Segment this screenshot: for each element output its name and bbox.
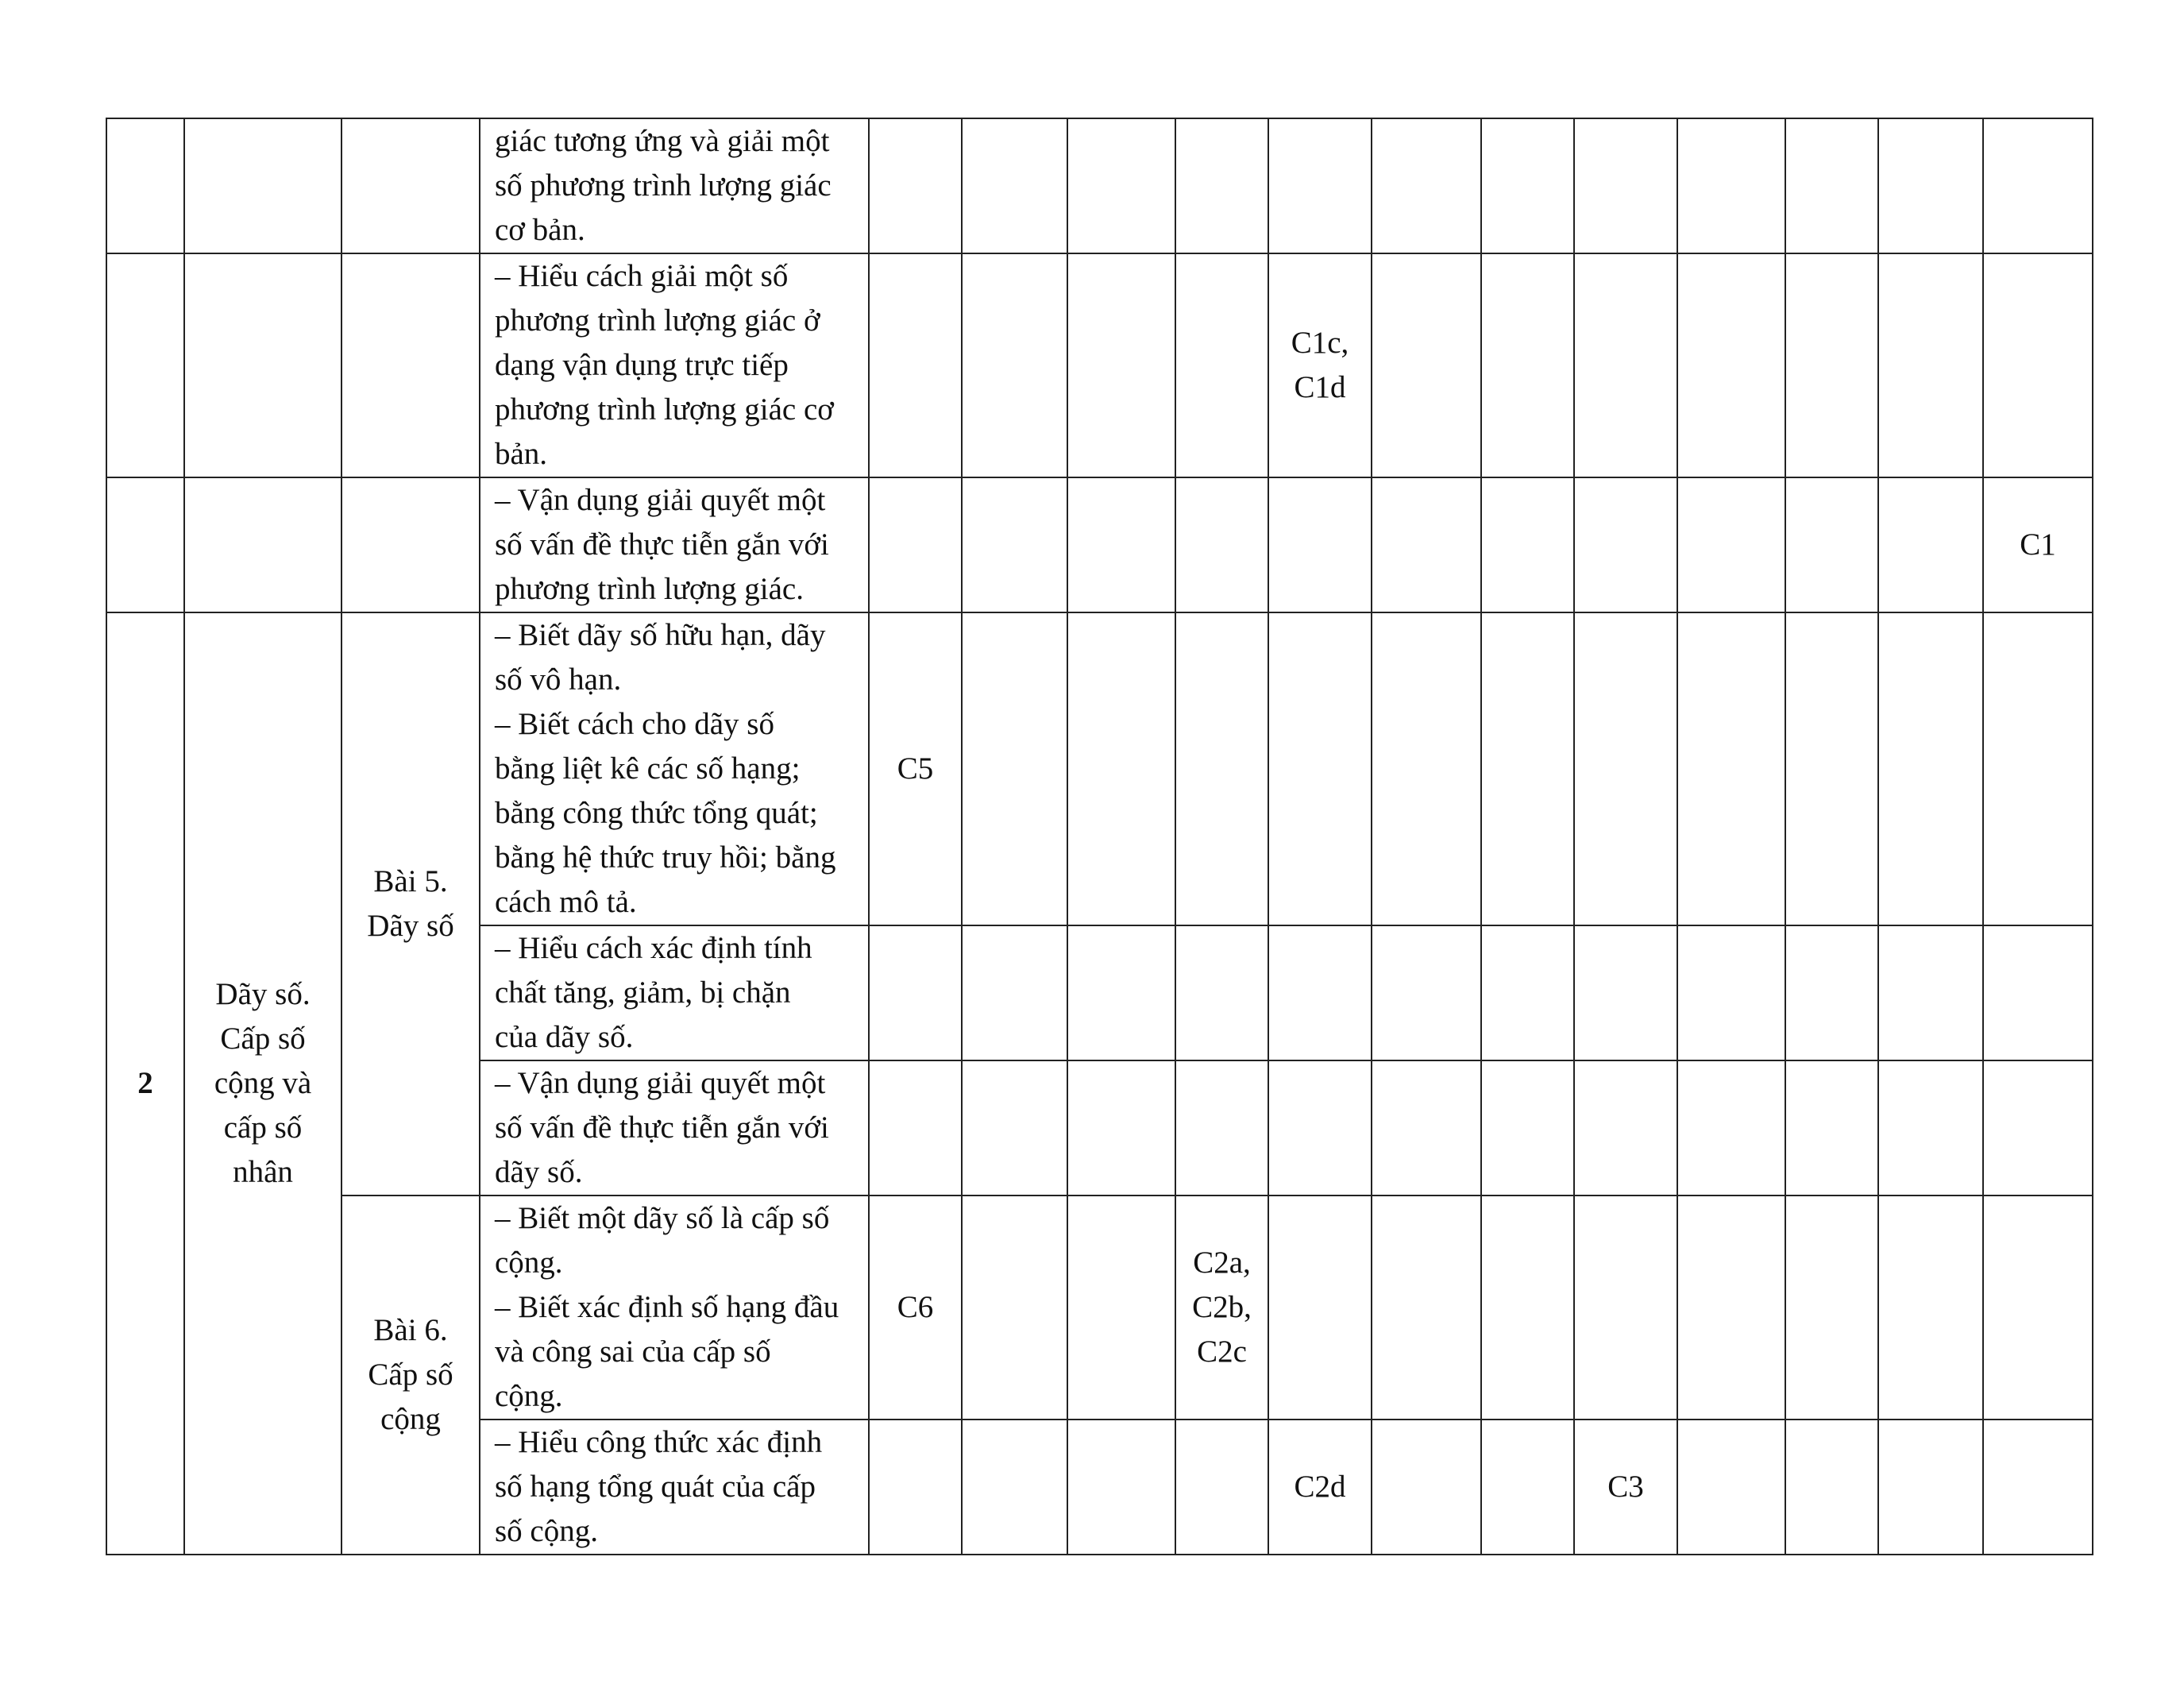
requirement-line: chất tăng, giảm, bị chặn — [495, 975, 791, 1010]
cell-line: Dãy số — [367, 909, 454, 943]
mark-cell — [1268, 477, 1372, 612]
mark-cell — [1268, 612, 1372, 925]
mark-cell — [1785, 1060, 1878, 1196]
question-label: C3 — [1607, 1470, 1644, 1504]
requirement-line: phương trình lượng giác ở — [495, 303, 820, 338]
question-label: C2d — [1294, 1470, 1346, 1504]
table-row — [106, 477, 2093, 612]
requirement-line: – Biết một dãy số là cấp số — [495, 1201, 830, 1235]
mark-cell — [1372, 1196, 1481, 1420]
mark-cell — [1878, 118, 1983, 253]
mark-cell — [1878, 925, 1983, 1060]
lesson-cell — [341, 1196, 480, 1555]
mark-cell — [869, 1060, 962, 1196]
requirement-line: bằng công thức tổng quát; — [495, 796, 818, 830]
table-row — [106, 1196, 2093, 1420]
mark-cell — [1677, 253, 1785, 477]
mark-cell — [1677, 1060, 1785, 1196]
mark-cell — [1372, 253, 1481, 477]
mark-cell — [1372, 1420, 1481, 1555]
requirement-line: – Hiểu cách giải một số — [495, 259, 789, 293]
question-label: C1 — [2020, 527, 2056, 562]
mark-cell — [1574, 1060, 1677, 1196]
requirement-line: – Biết cách cho dãy số — [495, 707, 774, 741]
cell-line: Cấp số — [368, 1358, 453, 1392]
topic-cell — [184, 253, 341, 477]
requirement-cell — [480, 925, 869, 1060]
mark-cell — [1175, 1420, 1268, 1555]
mark-cell — [1983, 253, 2093, 477]
cell-line: nhân — [233, 1155, 293, 1189]
mark-cell — [1785, 477, 1878, 612]
topic-number-cell — [106, 118, 184, 253]
lesson-cell — [341, 253, 480, 477]
cell-line: Bài 5. — [373, 864, 448, 898]
requirement-line: cách mô tả. — [495, 885, 637, 919]
mark-cell — [869, 477, 962, 612]
requirement-line: và công sai của cấp số — [495, 1335, 771, 1369]
lesson-cell — [341, 477, 480, 612]
mark-cell — [1878, 1196, 1983, 1420]
requirement-line: số vấn đề thực tiễn gắn với — [495, 527, 829, 562]
mark-cell — [1372, 1060, 1481, 1196]
mark-cell — [1175, 253, 1268, 477]
mark-cell — [1983, 1060, 2093, 1196]
assessment-matrix-table — [106, 118, 2093, 1555]
topic-cell — [184, 118, 341, 253]
mark-cell — [1878, 253, 1983, 477]
requirement-line: cộng. — [495, 1246, 563, 1280]
requirement-cell — [480, 253, 869, 477]
requirement-cell — [480, 612, 869, 925]
mark-cell — [1372, 612, 1481, 925]
mark-cell — [962, 1196, 1067, 1420]
mark-cell — [962, 1060, 1067, 1196]
mark-cell — [869, 1420, 962, 1555]
mark-cell — [1574, 118, 1677, 253]
mark-cell — [1175, 118, 1268, 253]
lesson-cell — [341, 612, 480, 1196]
mark-cell — [962, 612, 1067, 925]
mark-cell — [1268, 118, 1372, 253]
mark-cell — [1878, 1420, 1983, 1555]
mark-cell — [1677, 1196, 1785, 1420]
requirement-cell — [480, 1196, 869, 1420]
requirement-line: số vấn đề thực tiễn gắn với — [495, 1111, 829, 1145]
mark-cell — [1574, 477, 1677, 612]
mark-cell — [1878, 612, 1983, 925]
mark-cell — [962, 925, 1067, 1060]
mark-cell — [962, 1420, 1067, 1555]
mark-cell — [1785, 612, 1878, 925]
mark-cell — [1268, 925, 1372, 1060]
mark-cell — [1677, 1420, 1785, 1555]
requirement-line: – Biết dãy số hữu hạn, dãy — [495, 618, 826, 652]
mark-cell — [1067, 118, 1175, 253]
requirement-cell — [480, 118, 869, 253]
mark-cell — [1785, 118, 1878, 253]
mark-cell — [1067, 1196, 1175, 1420]
mark-cell — [962, 118, 1067, 253]
mark-cell — [869, 925, 962, 1060]
cell-line: cộng và — [214, 1066, 312, 1100]
question-label: C6 — [897, 1290, 934, 1324]
lesson-cell — [341, 118, 480, 253]
requirement-line: – Vận dụng giải quyết một — [495, 1066, 826, 1100]
mark-cell — [1574, 1420, 1677, 1555]
table-row — [106, 118, 2093, 253]
requirement-line: cộng. — [495, 1379, 563, 1413]
mark-cell — [1268, 1196, 1372, 1420]
mark-cell — [1785, 1196, 1878, 1420]
requirement-line: – Hiểu công thức xác định — [495, 1425, 823, 1459]
mark-cell — [1983, 612, 2093, 925]
requirement-line: bằng hệ thức truy hồi; bằng — [495, 840, 836, 875]
requirement-line: – Biết xác định số hạng đầu — [495, 1290, 839, 1324]
mark-cell — [1677, 925, 1785, 1060]
table-row — [106, 612, 2093, 925]
mark-cell — [1983, 925, 2093, 1060]
mark-cell — [869, 1196, 962, 1420]
mark-cell — [1481, 612, 1574, 925]
mark-cell — [1677, 118, 1785, 253]
mark-cell — [1268, 1060, 1372, 1196]
requirement-line: số vô hạn. — [495, 662, 622, 697]
mark-cell — [1574, 1196, 1677, 1420]
mark-cell — [1175, 925, 1268, 1060]
mark-cell — [869, 253, 962, 477]
requirement-line: – Vận dụng giải quyết một — [495, 483, 826, 517]
mark-cell — [1268, 1420, 1372, 1555]
cell-line: cấp số — [223, 1111, 303, 1145]
mark-cell — [1372, 118, 1481, 253]
cell-line: Dãy số. — [215, 977, 311, 1011]
mark-cell — [1983, 118, 2093, 253]
mark-cell — [1785, 253, 1878, 477]
mark-cell — [1175, 477, 1268, 612]
question-label: C1d — [1294, 370, 1346, 404]
mark-cell — [1481, 477, 1574, 612]
topic-cell — [184, 612, 341, 1555]
topic-number-cell — [106, 477, 184, 612]
requirement-line: giác tương ứng và giải một — [495, 124, 830, 158]
mark-cell — [1481, 118, 1574, 253]
requirement-line: – Hiểu cách xác định tính — [495, 931, 812, 965]
mark-cell — [1067, 1420, 1175, 1555]
mark-cell — [869, 118, 962, 253]
mark-cell — [1677, 612, 1785, 925]
topic-number-cell: 2 — [106, 612, 184, 1555]
requirement-cell — [480, 477, 869, 612]
mark-cell — [1983, 1420, 2093, 1555]
mark-cell — [1878, 1060, 1983, 1196]
topic-cell — [184, 477, 341, 612]
mark-cell — [962, 253, 1067, 477]
question-label: C2b, — [1192, 1290, 1252, 1324]
requirement-line: dãy số. — [495, 1155, 583, 1189]
cell-line: Cấp số — [220, 1022, 306, 1056]
table-row — [106, 253, 2093, 477]
mark-cell — [962, 477, 1067, 612]
mark-cell — [1372, 925, 1481, 1060]
question-label: C2c — [1197, 1335, 1247, 1369]
requirement-line: số phương trình lượng giác — [495, 168, 832, 203]
mark-cell — [1067, 477, 1175, 612]
mark-cell — [1574, 925, 1677, 1060]
topic-number-cell — [106, 253, 184, 477]
cell-line: cộng — [380, 1402, 441, 1436]
requirement-line: cơ bản. — [495, 213, 585, 247]
mark-cell — [1481, 1060, 1574, 1196]
mark-cell — [1067, 1060, 1175, 1196]
mark-cell — [1983, 1196, 2093, 1420]
mark-cell — [1983, 477, 2093, 612]
mark-cell — [1574, 612, 1677, 925]
mark-cell — [1677, 477, 1785, 612]
mark-cell — [1067, 253, 1175, 477]
mark-cell — [1481, 1196, 1574, 1420]
mark-cell — [1175, 612, 1268, 925]
mark-cell — [1481, 253, 1574, 477]
mark-cell — [1574, 253, 1677, 477]
mark-cell — [869, 612, 962, 925]
requirement-line: dạng vận dụng trực tiếp — [495, 348, 789, 382]
question-label: C5 — [897, 751, 934, 786]
mark-cell — [1785, 925, 1878, 1060]
requirement-line: phương trình lượng giác. — [495, 572, 804, 606]
mark-cell — [1481, 1420, 1574, 1555]
mark-cell — [1481, 925, 1574, 1060]
mark-cell — [1067, 612, 1175, 925]
requirement-line: bằng liệt kê các số hạng; — [495, 751, 801, 786]
requirement-line: số hạng tổng quát của cấp — [495, 1470, 816, 1504]
mark-cell — [1878, 477, 1983, 612]
mark-cell — [1785, 1420, 1878, 1555]
mark-cell — [1067, 925, 1175, 1060]
question-label: C1c, — [1291, 326, 1349, 360]
cell-line: Bài 6. — [373, 1313, 448, 1347]
mark-cell — [1175, 1196, 1268, 1420]
requirement-line: bản. — [495, 437, 548, 471]
requirement-cell — [480, 1420, 869, 1555]
requirement-line: số cộng. — [495, 1514, 598, 1548]
requirement-line: phương trình lượng giác cơ — [495, 392, 834, 427]
mark-cell — [1372, 477, 1481, 612]
mark-cell — [1268, 253, 1372, 477]
requirement-cell — [480, 1060, 869, 1196]
requirement-line: của dãy số. — [495, 1020, 634, 1054]
mark-cell — [1175, 1060, 1268, 1196]
question-label: C2a, — [1193, 1246, 1251, 1280]
